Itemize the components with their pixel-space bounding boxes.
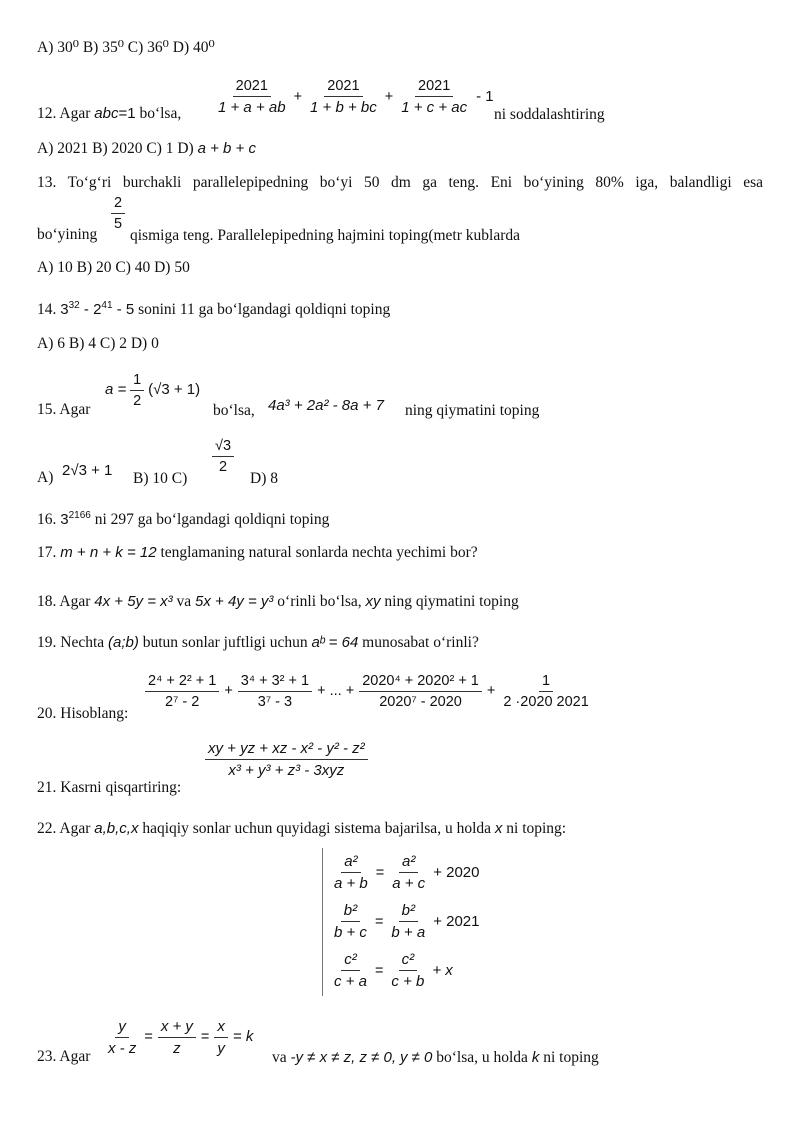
q15-optBC: B) 10 C): [133, 470, 188, 487]
q13-options: A) 10 B) 20 C) 40 D) 50: [37, 259, 190, 276]
q23-conditions: va -y ≠ x ≠ z, z ≠ 0, y ≠ 0 bo‘lsa, u holda k ni toping: [272, 1049, 599, 1066]
q15-optA-label: A): [37, 469, 54, 486]
q12-options: A) 2021 B) 2020 C) 1 D) a + b + c: [37, 140, 256, 157]
q15-expr: 4a³ + 2a² - 8a + 7: [268, 397, 384, 414]
q15-num: 15. Agar: [37, 401, 91, 418]
q12-condition: abc: [94, 105, 119, 122]
q20-expression: $\frac{\text{2⁴ + 2² + 1}}{\text{2⁷ - 2}}$ + $\frac{\text{3⁴ + 3² + 1}}{\text{3⁷ - 3}}$ + ... + $\frac{\text{2020⁴ + 2020² + 1}}{\text{2020⁷ - 2020}}$ + $\frac{1}{2 \cdot 2020 2021}$: [145, 673, 592, 710]
q14-options: A) 6 B) 4 C) 2 D) 0: [37, 335, 159, 352]
q11-options: A) 30⁰ B) 35⁰ C) 36⁰ D) 40⁰: [37, 39, 215, 56]
q13-line1: 13. To‘g‘ri burchakli parallelepipedning bo‘yi 50 dm ga teng. Eni bo‘yining 80% iga, balandligi esa: [37, 174, 763, 191]
q12-number: 12. Agar: [37, 105, 91, 122]
q22-equation-3: $\frac{\text{c²}}{c + a}$ = $\frac{\text{c²}}{c + b}$ + x: [334, 951, 453, 990]
q13-tail: qismiga teng. Parallelepipedning hajmini toping(metr kublarda: [130, 227, 520, 244]
q15-mid: bo‘lsa,: [213, 402, 255, 419]
q23-num: 23. Agar: [37, 1048, 91, 1065]
q14-text: 14. $3^{32} - 2^{41} - 5$ sonini 11 ga bo‘lgandagi qoldiqni toping: [37, 300, 391, 318]
q22-equation-1: $\frac{\text{a²}}{a + b}$ = $\frac{\text{a²}}{a + c}$ + 2020: [334, 853, 480, 892]
q15-optC-frac: $\frac{√3}{2}$: [212, 438, 234, 475]
q15-a-def: a = $\frac{1}{2}$ (√3 + 1): [105, 372, 201, 409]
q13-line2: bo‘yining: [37, 226, 98, 243]
q15-tail: ning qiymatini toping: [405, 402, 540, 419]
q22-text: 22. Agar a,b,c,x haqiqiy sonlar uchun quyidagi sistema bajarilsa, u holda x ni toping:: [37, 820, 567, 837]
q15-optD: D) 8: [250, 470, 278, 487]
q17-text: 17. m + n + k = 12 tenglamaning natural sonlarda nechta yechimi bor?: [37, 544, 478, 561]
q12-tail: ni soddalashtiring: [494, 106, 605, 123]
q21-label: 21. Kasrni qisqartiring:: [37, 779, 182, 796]
q22-equation-2: $\frac{\text{b²}}{b + c}$ = $\frac{\text{b²}}{b + a}$ + 2021: [334, 902, 480, 941]
q19-text: 19. Nechta (a;b) butun sonlar juftligi uchun aᵇ = 64 munosabat o‘rinli?: [37, 634, 479, 651]
q23-ratios: $\frac{y}{x - z}$ = $\frac{x + y}{z}$ = $\frac{x}{y}$ = k: [108, 1018, 254, 1057]
q16-text: 16. $3^{2166}$ ni 297 ga bo‘lgandagi qoldiqni toping: [37, 510, 330, 528]
q18-text: 18. Agar 4x + 5y = x³ va 5x + 4y = y³ o‘rinli bo‘lsa, xy ning qiymatini toping: [37, 593, 519, 610]
q20-label: 20. Hisoblang:: [37, 705, 129, 722]
q22-system: [322, 848, 479, 996]
q12-expression: $\frac{2021}{1 + a + ab}$ + $\frac{2021}{1 + b + bc}$ + $\frac{2021}{1 + c + ac}$ - 1: [218, 78, 494, 116]
q15-optA: 2√3 + 1: [62, 462, 113, 479]
q21-fraction: $\frac{\text{xy + yz + xz - x² - y² - z²}}{\text{x³ + y³ + z³ - 3xyz}}$: [205, 740, 368, 779]
q13-fraction: $\frac{2}{5}$: [111, 195, 125, 232]
q12-text: 12. Agar abc=1 bo‘lsa,: [37, 105, 182, 122]
